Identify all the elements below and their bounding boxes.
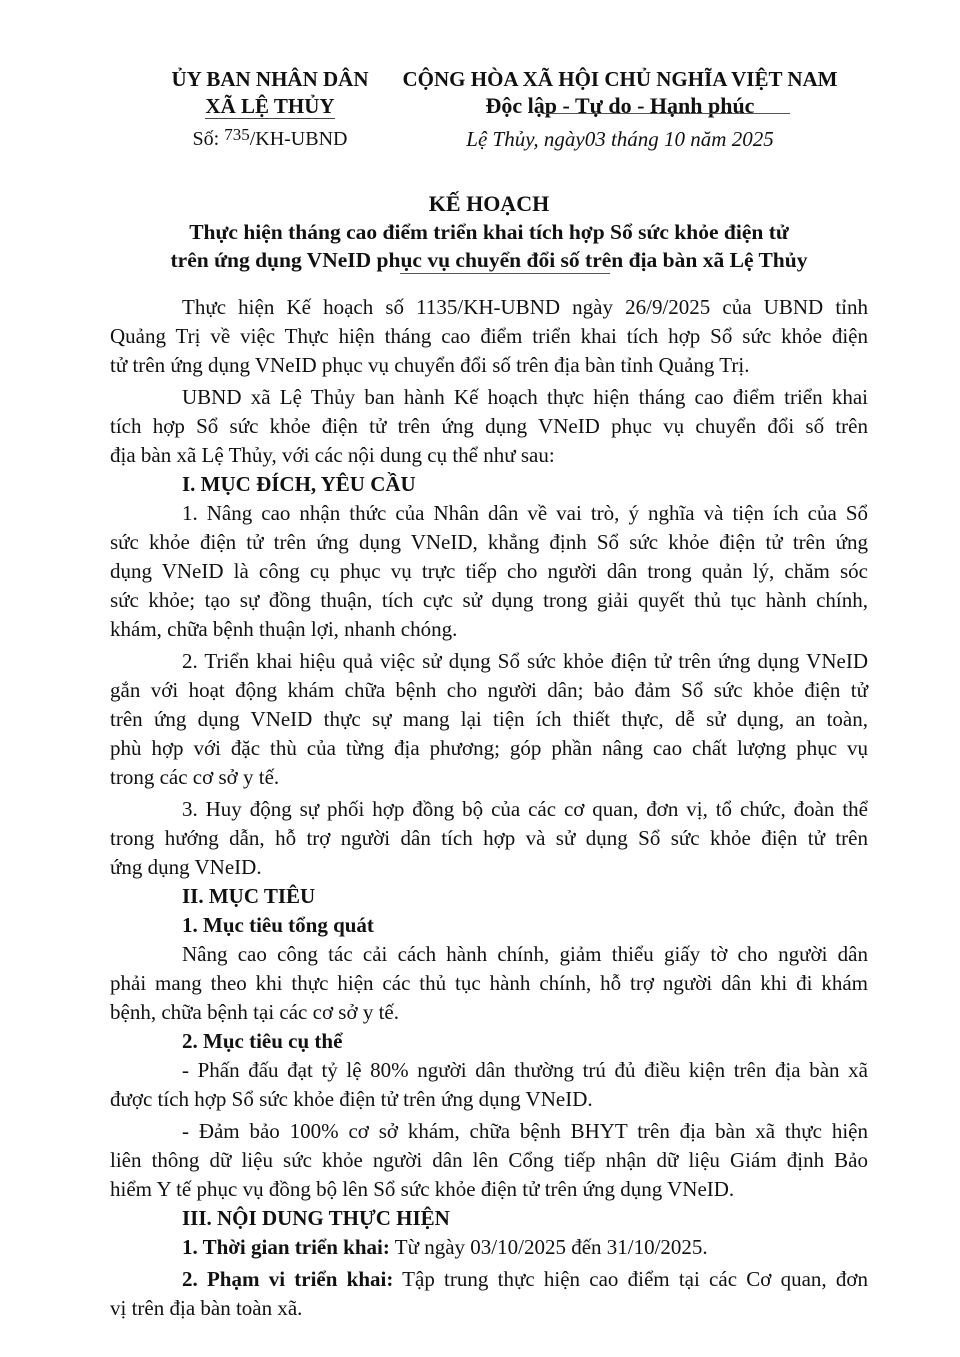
text-line: - Phấn đấu đạt tỷ lệ 80% người dân thường trú đủ điều kiện trên địa bàn xã: [182, 1058, 868, 1082]
text-line: được tích hợp Sổ sức khỏe điện tử trên ứng dụng VNeID.: [110, 1087, 593, 1111]
text-line: tích hợp Sổ sức khỏe điện tử trên ứng dụng VNeID phục vụ chuyển đổi số trên: [110, 414, 868, 438]
text-line: liên thông dữ liệu sức khỏe người dân lên Cổng tiếp nhận dữ liệu Giám định Bảo: [110, 1148, 868, 1172]
section-heading-content: III. NỘI DUNG THỰC HIỆN: [182, 1206, 450, 1230]
general-objective-text: [110, 940, 868, 1027]
section-heading-objectives: II. MỤC TIÊU: [182, 884, 316, 908]
text-line: Thực hiện Kế hoạch số 1135/KH-UBND ngày 26/9/2025 của UBND tỉnh: [182, 295, 868, 319]
implementation-time-label: 1. Thời gian triển khai:: [182, 1235, 390, 1259]
document-number-value: 735: [224, 125, 250, 144]
document-title: [110, 190, 868, 274]
specific-objective-1: [110, 1056, 868, 1114]
implementation-scope-label: 2. Phạm vi triển khai:: [182, 1267, 394, 1291]
document-number-suffix: /KH-UBND: [249, 128, 348, 150]
text-line: sức khỏe điện tử trên ứng dụng VNeID, khẳng định Sổ sức khỏe điện tử trên ứng: [110, 530, 868, 554]
text-line: 3. Huy động sự phối hợp đồng bộ của các cơ quan, đơn vị, tổ chức, đoàn thể: [182, 797, 868, 821]
text-line: 2. Triển khai hiệu quả việc sử dụng Sổ sức khỏe điện tử trên ứng dụng VNeID: [182, 649, 868, 673]
title-line-2: trên ứng dụng VNeID phục vụ chuyển đổi số trên địa bàn xã Lệ Thủy: [170, 248, 808, 272]
text-line: phù hợp với đặc thù của từng địa phương; góp phần nâng cao chất lượng phục vụ: [110, 736, 868, 760]
text-line: sức khỏe; tạo sự đồng thuận, tích cực sử dụng trong giải quyết thủ tục hành chính,: [110, 588, 868, 612]
text-line: tử trên ứng dụng VNeID phục vụ chuyển đổi số trên địa bàn tỉnh Quảng Trị.: [110, 353, 750, 377]
implementation-scope-value: Tập trung thực hiện cao điểm tại các Cơ quan, đơn: [393, 1267, 868, 1291]
subheading-general-objective: 1. Mục tiêu tổng quát: [182, 913, 374, 937]
text-line: dụng VNeID là công cụ phục vụ trực tiếp cho người dân trong quản lý, chăm sóc: [110, 559, 868, 583]
text-line: khám, chữa bệnh thuận lợi, nhanh chóng.: [110, 617, 458, 641]
national-motto: Độc lập - Tự do - Hạnh phúc: [485, 93, 755, 118]
implementation-time-value: Từ ngày 03/10/2025 đến 31/10/2025.: [389, 1235, 708, 1259]
text-line: 1. Nâng cao nhận thức của Nhân dân về vai trò, ý nghĩa và tiện ích của Sổ: [182, 501, 868, 525]
specific-objective-2: [110, 1117, 868, 1204]
title-underline: [400, 273, 610, 274]
implementation-scope: [110, 1265, 868, 1323]
text-line: Quảng Trị về việc Thực hiện tháng cao điểm triển khai tích hợp Sổ sức khỏe điện: [110, 324, 868, 348]
document-number-prefix: Số:: [192, 128, 220, 150]
text-line: địa bàn xã Lệ Thủy, với các nội dung cụ thể như sau:: [110, 443, 555, 467]
text-line: ứng dụng VNeID.: [110, 855, 262, 879]
document-number: [160, 125, 380, 151]
text-line: trên ứng dụng VNeID thực sự mang lại tiện ích thiết thực, dễ sử dụng, an toàn,: [110, 707, 868, 731]
issuing-authority: [160, 66, 380, 151]
document-body: [110, 293, 868, 1323]
document-type-heading: KẾ HOẠCH: [428, 191, 550, 216]
nation-name: CỘNG HÒA XÃ HỘI CHỦ NGHĨA VIỆT NAM: [402, 67, 838, 91]
intro-paragraph-2: [110, 383, 868, 470]
national-header: [385, 66, 855, 152]
purpose-item-3: [110, 795, 868, 882]
implementation-time: [110, 1233, 868, 1262]
text-line: bệnh, chữa bệnh tại các cơ sở y tế.: [110, 1000, 399, 1024]
intro-paragraph-1: [110, 293, 868, 380]
text-line: gắn với hoạt động khám chữa bệnh cho người dân; bảo đảm Sổ sức khỏe điện tử: [110, 678, 868, 702]
commune-name: XÃ LỆ THỦY: [205, 94, 335, 118]
title-line-1: Thực hiện tháng cao điểm triển khai tích hợp Sổ sức khỏe điện tử: [189, 220, 789, 244]
issue-date: Lệ Thủy, ngày03 tháng 10 năm 2025: [466, 127, 774, 151]
authority-name: ỦY BAN NHÂN DÂN: [171, 67, 369, 91]
section-heading-purpose: I. MỤC ĐÍCH, YÊU CẦU: [182, 472, 416, 496]
text-line: vị trên địa bàn toàn xã.: [110, 1296, 303, 1320]
text-line: trong hướng dẫn, hỗ trợ người dân tích hợp và sử dụng Sổ sức khỏe điện tử trên: [110, 826, 868, 850]
motto-underline: [542, 113, 790, 114]
text-line: UBND xã Lệ Thủy ban hành Kế hoạch thực hiện tháng cao điểm triển khai: [182, 385, 868, 409]
text-line: - Đảm bảo 100% cơ sở khám, chữa bệnh BHYT trên địa bàn xã thực hiện: [182, 1119, 868, 1143]
text-line: Nâng cao công tác cải cách hành chính, giảm thiểu giấy tờ cho người dân: [182, 942, 868, 966]
subheading-specific-objectives: 2. Mục tiêu cụ thể: [182, 1029, 343, 1053]
text-line: hiểm Y tế phục vụ đồng bộ lên Sổ sức khỏe điện tử trên ứng dụng VNeID.: [110, 1177, 735, 1201]
purpose-item-2: [110, 647, 868, 792]
text-line: trong các cơ sở y tế.: [110, 765, 280, 789]
purpose-item-1: [110, 499, 868, 644]
text-line: phải mang theo khi thực hiện các thủ tục hành chính, hỗ trợ người dân khi đi khám: [110, 971, 868, 995]
text-line: [110, 1265, 868, 1294]
